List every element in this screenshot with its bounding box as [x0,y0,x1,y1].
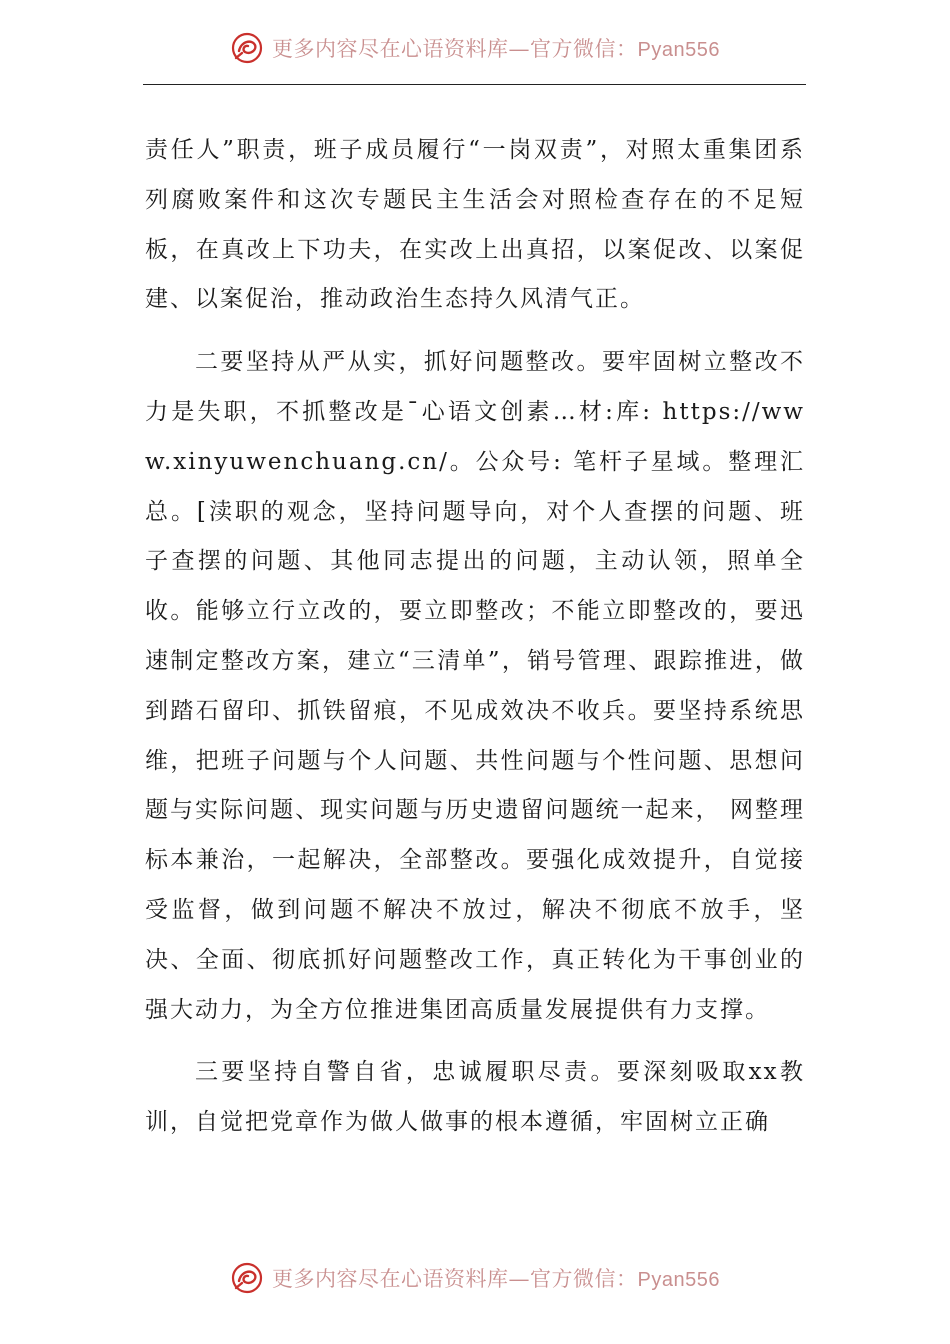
footer-banner-cn: 更多内容尽在心语资料库 [272,1267,509,1291]
footer-banner-label: 官方微信： [530,1267,638,1291]
header-banner-cn: 更多内容尽在心语资料库 [272,37,509,61]
header-divider [143,84,806,85]
document-body [145,126,805,1226]
header-banner-text [272,33,720,63]
header-banner-sep: — [508,37,531,61]
header-banner-label: 官方微信： [530,37,638,61]
footer-banner [0,1258,950,1298]
header-banner-id: Pyan556 [637,39,720,61]
footer-banner-id: Pyan556 [637,1269,720,1291]
red-swirl-logo-icon [230,31,264,65]
footer-banner-sep: — [508,1267,531,1291]
paragraph-1: 责任人”职责，班子成员履行“一岗双责”，对照太重集团系列腐败案件和这次专题民主生活会对照检查存在的不足短板，在真改上下功夫，在实改上出真招，以案促改、以案促建、以案促治，推动政治生态持久风清气正。 [145,137,805,313]
red-swirl-logo-icon [230,1261,264,1295]
paragraph-2: 二要坚持从严从实，抓好问题整改。要牢固树立整改不力是失职，不抓整改是¯心语文创素…材:库: https://www.xinyuwenchuang.cn/。公众号: 笔杆子星域。整理汇总。[渎职的观念，坚持问题导向，对个人查摆的问题、班子查摆的问题、其他同志提出的问题，主动认领，照单全收。能够立行立改的，要立即整改；不能立即整改的，要迅速制定整改方案，建立“三清单”，销号管理、跟踪推进，做到踏石留印、抓铁留痕，不见成效决不收兵。要坚持系统思维，把班子问题与个人问题、共性问题与个性问题、思想问题与实际问题、现实问题与历史遗留问题统一起来， 网整理 标本兼治，一起解决，全部整改。要强化成效提升，自觉接受监督，做到问题不解决不放过，解决不彻底不放手，坚决、全面、彻底抓好问题整改工作，真正转化为干事创业的强大动力，为全方位推进集团高质量发展提供有力支撑。 [145,349,805,1023]
header-banner [0,28,950,68]
footer-banner-text [272,1263,720,1293]
paragraph-3: 三要坚持自警自省，忠诚履职尽责。要深刻吸取xx教训，自觉把党章作为做人做事的根本遵循，牢固树立正确 [145,1059,805,1136]
